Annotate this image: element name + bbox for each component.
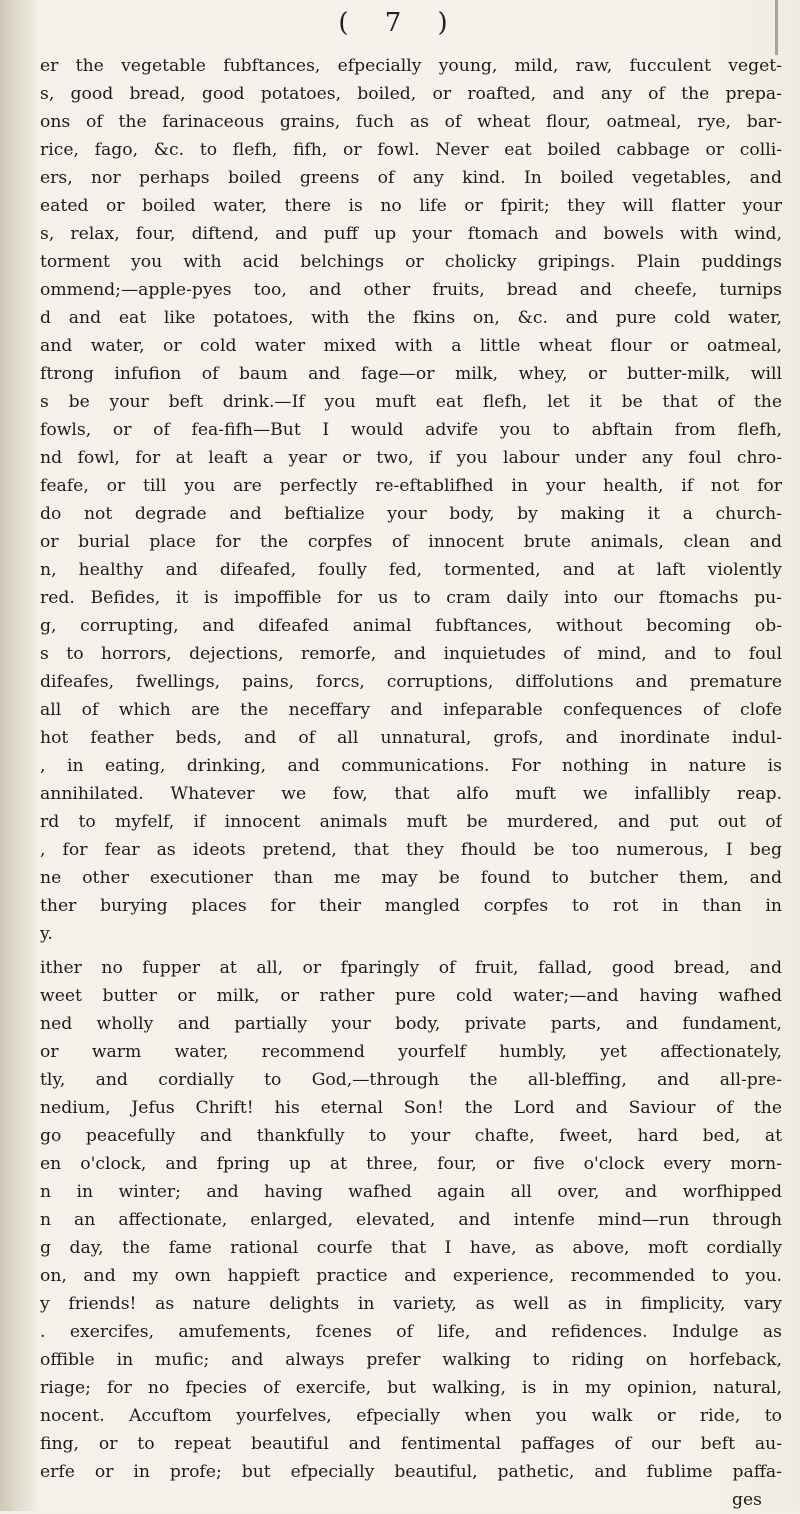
text-line: all of which are the neceffary and infeparable confequences of clofe	[40, 700, 782, 720]
text-line: s, good bread, good potatoes, boiled, or roafted, and any of the prepa-	[40, 84, 782, 104]
catchword: ges	[732, 1490, 762, 1510]
text-line: g, corrupting, and difeafed animal fubftances, without becoming ob-	[40, 616, 782, 636]
text-line: weet butter or milk, or rather pure cold water;—and having wafhed	[40, 986, 782, 1006]
text-line: s to horrors, dejections, remorfe, and inquietudes of mind, and to foul	[40, 644, 782, 664]
text-line: hot feather beds, and of all unnatural, grofs, and inordinate indul-	[40, 728, 782, 748]
text-line: n in winter; and having wafhed again all over, and worfhipped	[40, 1182, 782, 1202]
text-line: go peacefully and thankfully to your chafte, fweet, hard bed, at	[40, 1126, 782, 1146]
text-line: , for fear as ideots pretend, that they fhould be too numerous, I beg	[40, 840, 782, 860]
text-line: ers, nor perhaps boiled greens of any kind. In boiled vegetables, and	[40, 168, 782, 188]
text-line: er the vegetable fubftances, efpecially young, mild, raw, fucculent veget-	[40, 56, 782, 76]
text-line: rice, fago, &c. to flefh, fifh, or fowl. Never eat boiled cabbage or colli-	[40, 140, 782, 160]
text-line: nedium, Jefus Chrift! his eternal Son! the Lord and Saviour of the	[40, 1098, 782, 1118]
text-line: . exercifes, amufements, fcenes of life, and refidences. Indulge as	[40, 1322, 782, 1342]
text-line: s, relax, four, diftend, and puff up your ftomach and bowels with wind,	[40, 224, 782, 244]
body-text	[40, 52, 782, 1514]
text-line: y.	[40, 924, 53, 944]
text-line: nd fowl, for at leaft a year or two, if you labour under any foul chro-	[40, 448, 782, 468]
text-line: do not degrade and beftialize your body, by making it a church-	[40, 504, 782, 524]
text-line: ommend;—apple-pyes too, and other fruits, bread and cheefe, turnips	[40, 280, 782, 300]
binding-gutter	[0, 0, 38, 1511]
text-line: ons of the farinaceous grains, fuch as of wheat flour, oatmeal, rye, bar-	[40, 112, 782, 132]
text-line: g day, the fame rational courfe that I have, as above, moft cordially	[40, 1238, 782, 1258]
paragraph-2	[40, 954, 782, 1514]
text-line: n an affectionate, enlarged, elevated, and intenfe mind—run through	[40, 1210, 782, 1230]
text-line: n, healthy and difeafed, foully fed, tormented, and at laft violently	[40, 560, 782, 580]
text-line: tly, and cordially to God,—through the all-bleffing, and all-pre-	[40, 1070, 782, 1090]
text-line: , in eating, drinking, and communications. For nothing in nature is	[40, 756, 782, 776]
page-number: ( 7 )	[338, 8, 462, 38]
text-line: d and eat like potatoes, with the fkins on, &c. and pure cold water,	[40, 308, 782, 328]
text-line: ftrong infufion of baum and fage—or milk, whey, or butter-milk, will	[40, 364, 782, 384]
text-line: feafe, or till you are perfectly re-eftablifhed in your health, if not for	[40, 476, 782, 496]
text-line: ither no fupper at all, or fparingly of fruit, fallad, good bread, and	[40, 958, 782, 978]
text-line: nocent. Accuftom yourfelves, efpecially when you walk or ride, to	[40, 1406, 782, 1426]
text-line: annihilated. Whatever we fow, that alfo muft we infallibly reap.	[40, 784, 782, 804]
text-line: red. Befides, it is impoffible for us to cram daily into our ftomachs pu-	[40, 588, 782, 608]
text-line: or burial place for the corpfes of innocent brute animals, clean and	[40, 532, 782, 552]
text-line: riage; for no fpecies of exercife, but walking, is in my opinion, natural,	[40, 1378, 782, 1398]
text-line: s be your beft drink.—If you muft eat flefh, let it be that of the	[40, 392, 782, 412]
text-line: or warm water, recommend yourfelf humbly, yet affectionately,	[40, 1042, 782, 1062]
text-line: ned wholly and partially your body, private parts, and fundament,	[40, 1014, 782, 1034]
text-line: eated or boiled water, there is no life or fpirit; they will flatter your	[40, 196, 782, 216]
text-line: ther burying places for their mangled corpfes to rot in than in	[40, 896, 782, 916]
text-line: rd to myfelf, if innocent animals muft be murdered, and put out of	[40, 812, 782, 832]
text-line: on, and my own happieft practice and experience, recommended to you.	[40, 1266, 782, 1286]
text-line: ne other executioner than me may be found to butcher them, and	[40, 868, 782, 888]
text-line: en o'clock, and fpring up at three, four, or five o'clock every morn-	[40, 1154, 782, 1174]
text-line: erfe or in profe; but efpecially beautiful, pathetic, and fublime paffa-	[40, 1462, 782, 1482]
text-line: torment you with acid belchings or cholicky gripings. Plain puddings	[40, 252, 782, 272]
paragraph-1	[40, 52, 782, 948]
text-line: fing, or to repeat beautiful and fentimental paffages of our beft au-	[40, 1434, 782, 1454]
text-line: y friends! as nature delights in variety, as well as in fimplicity, vary	[40, 1294, 782, 1314]
text-line: fowls, or of fea-fifh—But I would advife you to abftain from flefh,	[40, 420, 782, 440]
text-line: offible in mufic; and always prefer walking to riding on horfeback,	[40, 1350, 782, 1370]
text-line: and water, or cold water mixed with a little wheat flour or oatmeal,	[40, 336, 782, 356]
text-line: difeafes, fwellings, pains, forcs, corruptions, diffolutions and premature	[40, 672, 782, 692]
